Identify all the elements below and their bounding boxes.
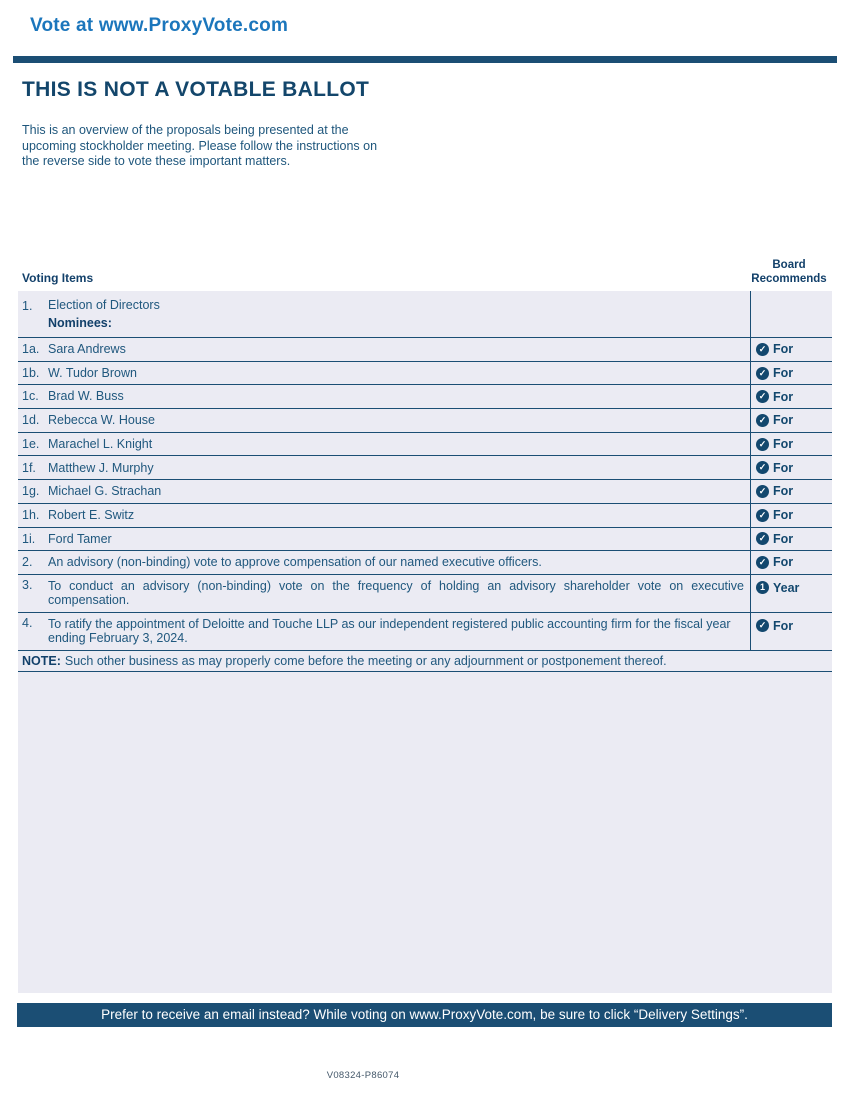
email-delivery-banner: Prefer to receive an email instead? While voting on www.ProxyVote.com, be sure to click “Delivery Settings”.: [17, 1003, 832, 1027]
table-row-nominee-1a: [18, 338, 832, 362]
item1-cell: [18, 291, 750, 337]
recommend-cell: [750, 504, 832, 527]
item1-recommend-cell: [750, 291, 832, 337]
check-circle-icon: ✓: [756, 556, 769, 569]
check-circle-icon: ✓: [756, 532, 769, 545]
nominee-cell: [18, 480, 750, 503]
nominees-subheading: Nominees:: [48, 316, 112, 330]
proposal-text: To ratify the appointment of Deloitte and Touche LLP as our independent registered public accounting firm for the fiscal year ending February 3, 2024.: [48, 616, 731, 646]
recommend-label: For: [773, 342, 794, 357]
recommend-label: For: [773, 618, 794, 633]
nominee-cell: [18, 504, 750, 527]
recommend-label: For: [773, 460, 794, 475]
nominee-number: 1c.: [22, 389, 39, 404]
nominee-number: 1i.: [22, 531, 36, 546]
table-row-proposal-2: [18, 551, 832, 575]
table-row-note: [18, 651, 832, 673]
recommend-cell: [750, 575, 832, 612]
recommend-label: Year: [773, 580, 800, 595]
board-recommends-line-1: Board: [772, 259, 806, 271]
nominee-number: 1h.: [22, 507, 40, 522]
table-empty-area: [18, 672, 832, 993]
nominee-cell: [18, 338, 750, 361]
recommend-label: For: [773, 555, 794, 570]
nominee-name: Brad W. Buss: [48, 389, 124, 404]
check-circle-icon: ✓: [756, 390, 769, 403]
check-circle-icon: ✓: [756, 438, 769, 451]
recommend-cell: [750, 456, 832, 479]
proposal-number: 4.: [22, 615, 33, 630]
nominee-number: 1b.: [22, 365, 40, 380]
recommend-label: For: [773, 389, 794, 404]
recommend-cell: [750, 385, 832, 408]
one-year-circle-icon: 1: [756, 581, 769, 594]
proposal-number: 3.: [22, 577, 33, 592]
table-row-nominee-1c: [18, 385, 832, 409]
recommend-cell: [750, 551, 832, 574]
nominee-name: Robert E. Switz: [48, 507, 135, 522]
recommend-cell: [750, 338, 832, 361]
intro-line-1: This is an overview of the proposals being presented at the: [22, 123, 349, 137]
note-text: Such other business as may properly come before the meeting or any adjournment or postponement thereof.: [64, 653, 667, 668]
nominee-name: Sara Andrews: [48, 342, 126, 357]
recommend-label: For: [773, 437, 794, 452]
recommend-label: For: [773, 413, 794, 428]
nominee-number: 1d.: [22, 413, 40, 428]
check-circle-icon: ✓: [756, 461, 769, 474]
item1-number: 1.: [22, 298, 33, 313]
nominee-name: Matthew J. Murphy: [48, 460, 154, 475]
recommend-label: For: [773, 508, 794, 523]
header-divider-bar: [13, 56, 837, 63]
table-row-nominee-1e: [18, 433, 832, 457]
check-circle-icon: ✓: [756, 485, 769, 498]
table-row-nominee-1d: [18, 409, 832, 433]
check-circle-icon: ✓: [756, 367, 769, 380]
table-row-nominee-1f: [18, 456, 832, 480]
nominee-name: Ford Tamer: [48, 531, 112, 546]
table-row-nominee-1g: [18, 480, 832, 504]
nominee-name: Michael G. Strachan: [48, 484, 162, 499]
recommend-cell: [750, 362, 832, 385]
table-row-item1: [18, 291, 832, 338]
nominee-name: W. Tudor Brown: [48, 365, 137, 380]
item1-text: Election of Directors: [48, 297, 160, 312]
note-cell: [18, 651, 832, 672]
nominee-name: Marachel L. Knight: [48, 436, 153, 451]
recommend-cell: [750, 433, 832, 456]
intro-paragraph: [22, 123, 377, 170]
nominee-cell: [18, 456, 750, 479]
nominee-cell: [18, 362, 750, 385]
page-title: THIS IS NOT A VOTABLE BALLOT: [22, 78, 370, 101]
table-row-nominee-1i: [18, 528, 832, 552]
intro-line-2: upcoming stockholder meeting. Please follow the instructions on: [22, 138, 378, 153]
check-circle-icon: ✓: [756, 509, 769, 522]
item1-line: [22, 298, 160, 314]
board-recommends-column-header: [745, 258, 833, 286]
note-label: NOTE:: [22, 653, 61, 668]
recommend-label: For: [773, 484, 794, 499]
nominee-cell: [18, 409, 750, 432]
nominee-name: Rebecca W. House: [48, 413, 155, 428]
check-circle-icon: ✓: [756, 343, 769, 356]
proposal-cell: [18, 613, 750, 650]
proposal-text: An advisory (non-binding) vote to approve compensation of our named executive officers.: [48, 555, 542, 570]
voting-items-table: [18, 291, 832, 993]
recommend-cell: [750, 528, 832, 551]
proposal-cell: [18, 551, 750, 574]
table-row-proposal-4: [18, 613, 832, 651]
nominee-number: 1e.: [22, 436, 40, 451]
recommend-cell: [750, 480, 832, 503]
vote-url-heading: Vote at www.ProxyVote.com: [30, 15, 289, 36]
table-row-proposal-3: [18, 575, 832, 613]
recommend-cell: [750, 613, 832, 650]
voting-items-column-header: Voting Items: [22, 271, 94, 285]
table-row-nominee-1b: [18, 362, 832, 386]
check-circle-icon: ✓: [756, 619, 769, 632]
nominee-cell: [18, 385, 750, 408]
recommend-label: For: [773, 366, 794, 381]
recommend-label: For: [773, 531, 794, 546]
nominee-number: 1g.: [22, 484, 40, 499]
document-code: V08324-P86074: [326, 1070, 400, 1081]
nominee-number: 1f.: [22, 460, 36, 475]
check-circle-icon: ✓: [756, 414, 769, 427]
nominee-cell: [18, 528, 750, 551]
recommend-cell: [750, 409, 832, 432]
intro-line-3: the reverse side to vote these important matters.: [22, 154, 291, 168]
nominee-cell: [18, 433, 750, 456]
nominee-number: 1a.: [22, 342, 40, 357]
table-row-nominee-1h: [18, 504, 832, 528]
board-recommends-line-2: Recommends: [751, 273, 827, 285]
proposal-number: 2.: [22, 555, 33, 570]
proposal-text: To conduct an advisory (non-binding) vote on the frequency of holding an advisory shareholder vote on executive compensation.: [48, 578, 744, 608]
proposal-cell: [18, 575, 750, 612]
